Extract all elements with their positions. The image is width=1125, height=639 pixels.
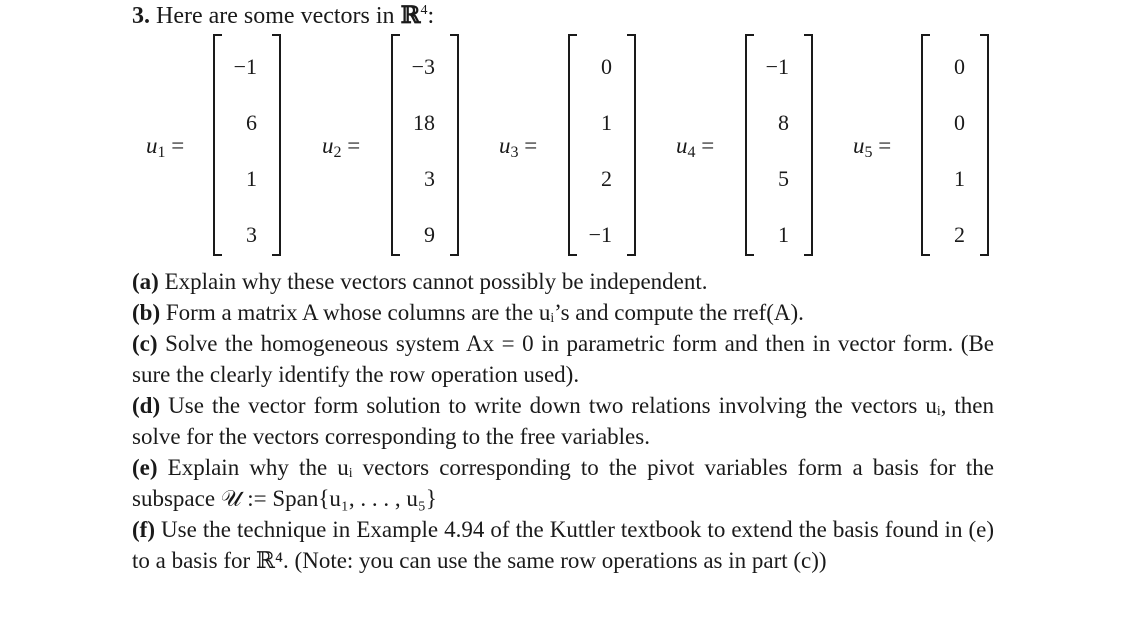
part-text: Form a matrix A whose columns are the uᵢ’s and compute the rref(A). [165, 300, 804, 325]
vector-entry: 2 [601, 166, 612, 191]
vector-entry: 18 [413, 110, 435, 135]
vector-entry: 8 [778, 110, 789, 135]
vector-entry: −3 [411, 54, 435, 79]
part-text: Use the technique in Example 4.94 of the Kuttler textbook to extend the basis found in (e) to a basis for ℝ⁴. (Note: you can use the same row operations as in part (c)) [132, 517, 995, 573]
part-text: Solve the homogeneous system Ax = 0 in parametric form and then in vector form. (Be sure the clearly identify the row operation used). [132, 331, 995, 387]
problem-number: 3. [132, 3, 150, 29]
problem-intro: Here are some vectors in [156, 3, 395, 29]
vector-entry: 0 [954, 110, 965, 135]
vector-matrix [391, 34, 459, 256]
part-label: (c) [132, 331, 158, 356]
vector-label: $u_2$ = [322, 133, 361, 161]
vector-entry: 5 [778, 166, 789, 191]
problem-intro-colon: : [427, 3, 435, 29]
real-space-exponent: 4 [420, 3, 428, 18]
part-b [132, 297, 994, 328]
vector-entry: 9 [424, 222, 435, 247]
vector-entry: 2 [954, 222, 965, 247]
vector-entry: 1 [246, 166, 257, 191]
vector-entry: 1 [954, 166, 965, 191]
vector-matrix [568, 34, 636, 256]
vector-entry: 6 [246, 110, 257, 135]
part-label: (e) [132, 455, 158, 480]
problem-parts [132, 266, 994, 576]
vector-label: $u_3$ = [499, 133, 538, 161]
part-label: (d) [132, 393, 161, 418]
part-label: (f) [132, 517, 155, 542]
vector-entry: 1 [601, 110, 612, 135]
vector-entry: 3 [246, 222, 257, 247]
vector-matrix [745, 34, 813, 256]
vector-label: $u_5$ = [853, 133, 892, 161]
part-c [132, 328, 994, 390]
part-e [132, 452, 994, 514]
vector-label: $u_4$ = [676, 133, 715, 161]
vector-entry: −1 [233, 54, 257, 79]
vector-matrix [921, 34, 989, 256]
vector-matrix [213, 34, 281, 256]
part-d [132, 390, 994, 452]
part-text: Use the vector form solution to write down two relations involving the vectors uᵢ, then solve for the vectors corresponding to the free variables. [132, 393, 994, 449]
problem-heading [132, 0, 434, 31]
vector-entry: −1 [588, 222, 612, 247]
part-label: (a) [132, 269, 159, 294]
vector-entry: 0 [954, 54, 965, 79]
real-space-symbol: ℝ [400, 0, 421, 29]
vector-label: $u_1$ = [146, 133, 185, 161]
part-a [132, 266, 994, 297]
vector-entry: 1 [778, 222, 789, 247]
vector-entry: 3 [424, 166, 435, 191]
vector-entry: −1 [765, 54, 789, 79]
part-text: Explain why these vectors cannot possibly be independent. [164, 269, 708, 294]
part-f [132, 514, 994, 576]
part-label: (b) [132, 300, 161, 325]
part-text: Explain why the uᵢ vectors corresponding to the pivot variables form a basis for the subspace 𝒰 := Span{u₁, . . . , u₅} [132, 455, 994, 511]
vector-entry: 0 [601, 54, 612, 79]
